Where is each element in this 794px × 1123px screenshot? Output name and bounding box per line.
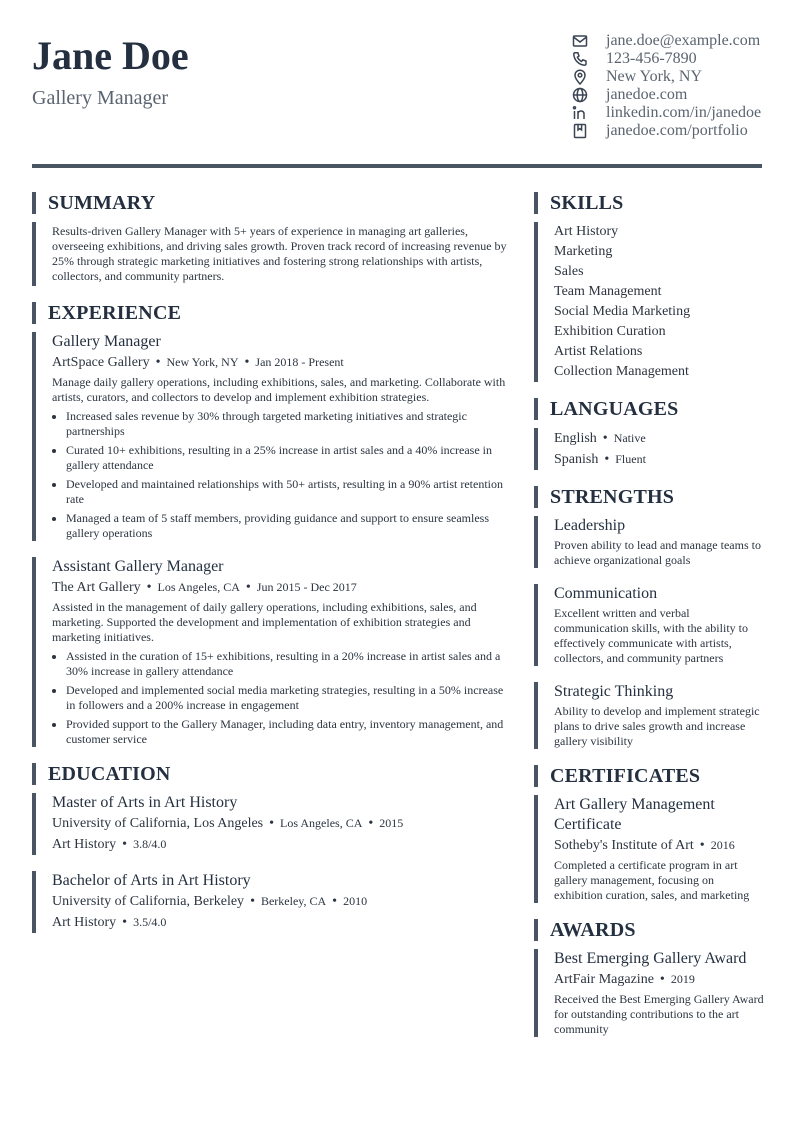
summary-text: Results-driven Gallery Manager with 5+ years of experience in managing art galleries, overseeing exhibitions, and driving sales growth. Proven track record of increasing revenue by 25% through strategic marketing initiatives and fostering strong relationships with artists, collectors, and community partners.: [52, 224, 507, 283]
education-entry: [32, 793, 510, 855]
summary-block: [32, 222, 510, 286]
skill-item: Exhibition Curation: [554, 324, 666, 339]
job-meta: [52, 352, 510, 373]
education-meta: [52, 813, 510, 834]
school-location: Los Angeles, CA: [280, 816, 363, 830]
field-of-study: Art History: [52, 915, 117, 930]
education-meta: [52, 891, 510, 912]
skills-heading: SKILLS: [534, 192, 764, 214]
separator-dot: •: [155, 355, 161, 370]
award-year: 2019: [670, 972, 695, 986]
job-dates: Jan 2018 - Present: [255, 355, 344, 369]
main-column: [32, 192, 510, 949]
job-dates: Jun 2015 - Dec 2017: [256, 580, 357, 594]
strength-entry: [534, 584, 764, 666]
strength-title: Leadership: [554, 517, 626, 534]
languages-block: [534, 428, 764, 470]
language-name: English: [554, 431, 597, 446]
strength-entry: [534, 516, 764, 568]
education-entry: [32, 871, 510, 933]
separator-dot: •: [122, 837, 128, 852]
education-field: [52, 834, 510, 855]
award-entry: [534, 949, 764, 1037]
language-level: Native: [613, 431, 646, 445]
certificate-meta: [554, 835, 764, 856]
job-description: Manage daily gallery operations, including exhibitions, sales, and marketing. Collaborate with artists, curators, and collectors to develop and implement exhibition strategies.: [52, 375, 506, 404]
job-company: ArtSpace Gallery: [52, 355, 150, 370]
contact-text: janedoe.com: [606, 86, 688, 103]
separator-dot: •: [659, 972, 665, 987]
education-field: [52, 912, 510, 933]
certificates-heading: CERTIFICATES: [534, 765, 764, 787]
contact-text: linkedin.com/in/janedoe: [606, 104, 762, 121]
education-heading: EDUCATION: [32, 763, 510, 785]
award-description: Received the Best Emerging Gallery Award for outstanding contributions to the art community: [554, 992, 764, 1036]
certificate-issuer: Sotheby's Institute of Art: [554, 838, 694, 853]
portfolio-icon: [572, 122, 594, 140]
gpa: 3.8/4.0: [133, 837, 167, 851]
separator-dot: •: [602, 431, 608, 446]
contact-location: [572, 68, 772, 86]
job-description: Assisted in the management of daily gallery operations, including exhibitions, sales, and marketing. Supported the development and implementation of exhibition strategies and marketing initiatives.: [52, 600, 477, 644]
header-divider: [32, 164, 762, 168]
strength-title: Communication: [554, 585, 658, 602]
school-name: University of California, Berkeley: [52, 894, 245, 909]
graduation-year: 2010: [343, 894, 368, 908]
skills-block: [534, 222, 764, 382]
candidate-name: Jane Doe: [32, 33, 189, 78]
contact-email[interactable]: [572, 32, 772, 50]
graduation-year: 2015: [379, 816, 404, 830]
separator-dot: •: [146, 580, 152, 595]
achievement-item: • Increased sales revenue by 30% through targeted marketing initiatives and strategic partnerships: [66, 409, 510, 439]
location-icon: [572, 68, 594, 86]
awards-heading: AWARDS: [534, 919, 764, 941]
job-achievements: [52, 409, 510, 541]
school-name: University of California, Los Angeles: [52, 816, 264, 831]
strength-title: Strategic Thinking: [554, 683, 674, 700]
award-title: Best Emerging Gallery Award: [554, 950, 747, 967]
experience-heading: EXPERIENCE: [32, 302, 510, 324]
separator-dot: •: [269, 816, 275, 831]
skill-item: Sales: [554, 264, 584, 279]
separator-dot: •: [244, 355, 250, 370]
degree-title: Master of Arts in Art History: [52, 794, 238, 811]
skill-item: Collection Management: [554, 364, 689, 379]
skill-item: Art History: [554, 224, 619, 239]
job-location: Los Angeles, CA: [157, 580, 240, 594]
contact-linkedin[interactable]: [572, 104, 772, 122]
contact-phone[interactable]: [572, 50, 772, 68]
contact-text: New York, NY: [606, 68, 703, 85]
strengths-heading: STRENGTHS: [534, 486, 764, 508]
separator-dot: •: [604, 452, 610, 467]
strength-entry: [534, 682, 764, 749]
achievement-item: • Developed and maintained relationships with 50+ artists, resulting in a 90% artist retention rate: [66, 477, 510, 507]
skill-item: Team Management: [554, 284, 662, 299]
achievement-item: • Provided support to the Gallery Manager, including data entry, inventory management, and customer service: [66, 717, 510, 747]
summary-heading: SUMMARY: [32, 192, 510, 214]
strength-description: Ability to develop and implement strategic plans to drive sales growth and increase gallery visibility: [554, 704, 760, 748]
experience-entry: [32, 332, 510, 541]
contact-text: janedoe.com/portfolio: [606, 122, 748, 139]
achievement-item: • Developed and implemented social media marketing strategies, resulting in a 50% increase in followers and a 200% increase in engagement: [66, 683, 510, 713]
candidate-role: Gallery Manager: [32, 87, 169, 109]
award-meta: [554, 969, 764, 990]
degree-title: Bachelor of Arts in Art History: [52, 872, 251, 889]
contact-list: [572, 32, 772, 140]
contact-portfolio[interactable]: [572, 122, 772, 140]
language-name: Spanish: [554, 452, 599, 467]
field-of-study: Art History: [52, 837, 117, 852]
job-location: New York, NY: [166, 355, 239, 369]
award-issuer: ArtFair Magazine: [554, 972, 654, 987]
globe-icon: [572, 86, 594, 104]
languages-heading: LANGUAGES: [534, 398, 764, 420]
separator-dot: •: [122, 915, 128, 930]
language-level: Fluent: [615, 452, 646, 466]
skill-item: Marketing: [554, 244, 613, 259]
certificate-description: Completed a certificate program in art gallery management, focusing on exhibition curation, sales, and marketing: [554, 858, 750, 902]
achievement-item: • Assisted in the curation of 15+ exhibitions, resulting in a 20% increase in artist sales and a 30% increase in gallery attendance: [66, 649, 510, 679]
skill-item: Social Media Marketing: [554, 304, 691, 319]
job-meta: [52, 577, 510, 598]
separator-dot: •: [245, 580, 251, 595]
gpa: 3.5/4.0: [133, 915, 167, 929]
certificate-entry: [534, 795, 764, 903]
contact-website[interactable]: [572, 86, 772, 104]
language-item: [554, 428, 764, 449]
side-column: [534, 192, 764, 1053]
phone-icon: [572, 50, 594, 68]
experience-entry: [32, 557, 510, 747]
school-location: Berkeley, CA: [260, 894, 327, 908]
mail-icon: [572, 32, 594, 50]
linkedin-icon: [572, 104, 594, 122]
language-item: [554, 449, 764, 470]
certificate-title: Art Gallery Management Certificate: [554, 796, 715, 833]
contact-text: jane.doe@example.com: [606, 32, 761, 49]
strength-description: Excellent written and verbal communication skills, with the ability to effectively communicate with artists, collectors, and community partners: [554, 606, 748, 665]
job-title: Assistant Gallery Manager: [52, 558, 224, 575]
contact-text: 123-456-7890: [606, 50, 697, 67]
strength-description: Proven ability to lead and manage teams to achieve organizational goals: [554, 538, 761, 567]
separator-dot: •: [332, 894, 338, 909]
separator-dot: •: [699, 838, 705, 853]
separator-dot: •: [368, 816, 374, 831]
job-company: The Art Gallery: [52, 580, 141, 595]
job-achievements: [52, 649, 510, 747]
achievement-item: • Curated 10+ exhibitions, resulting in a 25% increase in artist sales and a 40% increase in gallery attendance: [66, 443, 510, 473]
achievement-item: • Managed a team of 5 staff members, providing guidance and support to ensure seamless gallery operations: [66, 511, 510, 541]
separator-dot: •: [250, 894, 255, 909]
job-title: Gallery Manager: [52, 333, 161, 350]
skill-item: Artist Relations: [554, 344, 643, 359]
certificate-year: 2016: [710, 838, 735, 852]
